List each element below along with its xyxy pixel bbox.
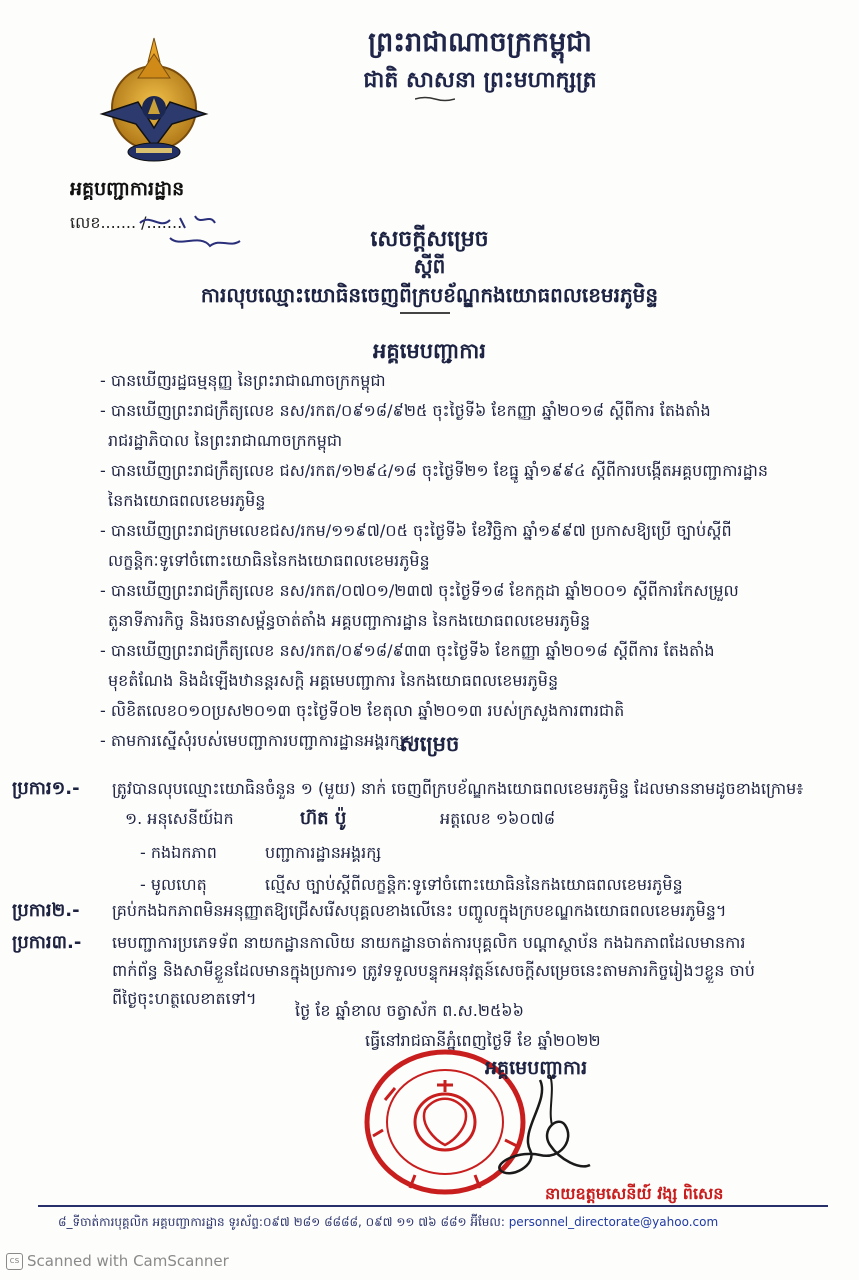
national-motto: ជាតិ សាសនា ព្រះមហាក្សត្រ xyxy=(363,68,597,93)
article-3-line: ពាក់ព័ន្ធ និងសាមីខ្លួនដែលមានក្នុងប្រការ១ ត្រូវទទួលបន្ទុកអនុវត្តន៍សេចក្តីសម្រេចនេះតាមភារកិច្ចរៀងៗខ្លួន ចាប់ xyxy=(112,961,755,980)
solar-date-place: ធ្វើនៅរាជធានីភ្នំពេញថ្ងៃទី ខែ ឆ្នាំ២០២២ xyxy=(365,1031,601,1050)
footer-divider xyxy=(38,1205,828,1207)
military-emblem-logo xyxy=(98,28,210,174)
recital-line: - លិខិតលេខ០១០ប្រស២០១៣ ចុះថ្ងៃទី០២ ខែតុលា ឆ្នាំ២០១៣ របស់ក្រសួងការពារជាតិ xyxy=(100,701,625,720)
reason-value: ល្មើស ច្បាប់ស្តីពីលក្ខន្តិកៈទូទៅចំពោះយោធិននៃកងយោធពលខេមរភូមិន្ទ xyxy=(265,875,683,894)
person-rank: ១. អនុសេនីយ៍ឯក xyxy=(125,809,234,828)
recital-line: - បានឃើញព្រះរាជក្រឹត្យលេខ ជស/រកត/១២៩៤/១៨ ចុះថ្ងៃទី២១ ខែធ្នូ ឆ្នាំ១៩៩៤ ស្តីពីការបង្កើតអគ្គបញ្ជាការដ្ឋាន xyxy=(100,461,769,480)
lunar-date: ថ្ងៃ ខែ ឆ្នាំខាល ចត្វាស័ក ព.ស.២៥៦៦ xyxy=(295,1001,524,1020)
article-1-label: ប្រការ១.- xyxy=(12,778,80,799)
recital-line: មុខតំណែង និងដំឡើងឋានន្តរសក្តិ អគ្គមេបញ្ជាការ នៃកងយោធពលខេមរភូមិន្ទ xyxy=(108,671,559,690)
issuing-department: អគ្គបញ្ជាការដ្ឋាន xyxy=(70,178,185,200)
recital-line: - តាមការស្នើសុំរបស់មេបញ្ជាការបញ្ជាការដ្ឋានអង្គរក្ស។ xyxy=(100,731,415,750)
document-subject: ការលុបឈ្មោះយោធិនចេញពីក្របខ័ណ្ឌកងយោធពលខេមរភូមិន្ទ xyxy=(200,283,659,307)
footer-email: personnel_directorate@yahoo.com xyxy=(508,1215,719,1229)
camscanner-icon: cs xyxy=(6,1253,23,1270)
article-2-text: គ្រប់កងឯកភាពមិនអនុញ្ញាតឱ្យជ្រើសរើសបុគ្គលខាងលើនេះ បញ្ចូលក្នុងក្របខណ្ឌកងយោធពលខេមរភូមិន្ទ។ xyxy=(112,901,727,920)
document-title: សេចក្តីសម្រេច xyxy=(370,227,489,252)
recital-line: រាជរដ្ឋាភិបាល នៃព្រះរាជាណាចក្រកម្ពុជា xyxy=(108,431,343,450)
recitals-list xyxy=(100,366,790,756)
motto-ornament xyxy=(415,96,455,102)
recital-line: - បានឃើញព្រះរាជក្រមលេខជស/រកម/១១៩៧/០៥ ចុះថ្ងៃទី៦ ខែវិច្ឆិកា ឆ្នាំ១៩៩៧ ប្រកាសឱ្យប្រើ ច្បាប់ស្តីពី xyxy=(100,521,732,540)
article-1-text: ត្រូវបានលុបឈ្មោះយោធិនចំនួន ១ (មួយ) នាក់ ចេញពីក្របខ័ណ្ឌកងយោធពលខេមរភូមិន្ទ ដែលមាននាមដូចខាងក្រោម៖ xyxy=(112,779,804,798)
article-3-line: ពីថ្ងៃចុះហត្ថលេខាតទៅ។ xyxy=(112,989,257,1008)
recital-line: - បានឃើញព្រះរាជក្រឹត្យលេខ នស/រកត/០៩១៨/៩២៥ ចុះថ្ងៃទី៦ ខែកញ្ញា ឆ្នាំ២០១៨ ស្តីពីការ តែងតាំង xyxy=(100,401,711,420)
title-divider xyxy=(400,312,450,314)
decision-heading: សម្រេច xyxy=(399,732,460,756)
watermark-text: Scanned with CamScanner xyxy=(27,1252,229,1270)
unit-label: - កងឯកភាព xyxy=(140,843,217,862)
recital-line: - បានឃើញរដ្ឋធម្មនុញ្ញ នៃព្រះរាជាណាចក្រកម្ពុជា xyxy=(100,371,386,390)
footer-address-phone: ៨_ទីចាត់ការបុគ្គលិក អគ្គបញ្ជាការដ្ឋាន ទូរស័ព្ទ:០៩៧ ២៨១ ៨៨៨៨, ០៩៧ ១១ ៧៦ ៨៨១ អ៊ីមែល: xyxy=(58,1215,509,1229)
kingdom-header: ព្រះរាជាណាចក្រកម្ពុជា xyxy=(368,27,592,58)
footer-contact xyxy=(58,1214,828,1232)
signer-name: នាយឧត្តមសេនីយ៍ វង្ស ពិសេន xyxy=(545,1184,724,1203)
recital-line: - បានឃើញព្រះរាជក្រឹត្យលេខ នស/រកត/០៧០១/២៣៧ ចុះថ្ងៃទី១៨ ខែកក្កដា ឆ្នាំ២០០១ ស្តីពីការកែសម្រួល xyxy=(100,581,739,600)
recital-line: នៃកងយោធពលខេមរភូមិន្ទ xyxy=(108,491,266,510)
recital-line: តួនាទីភារកិច្ច និងរចនាសម្ព័ន្ធចាត់តាំង អគ្គបញ្ជាការដ្ឋាន នៃកងយោធពលខេមរភូមិន្ទ xyxy=(108,611,591,630)
scanner-watermark xyxy=(6,1252,229,1270)
reason-label: - មូលហេតុ xyxy=(140,875,207,894)
article-3-label: ប្រការ៣.- xyxy=(12,932,82,953)
reference-number: លេខ....... /....... xyxy=(70,213,183,232)
person-id-number: អត្តលេខ ១៦០៧៨ xyxy=(440,809,556,828)
article-2-label: ប្រការ២.- xyxy=(12,900,80,921)
recital-line: លក្ខន្តិកៈទូទៅចំពោះយោធិននៃកងយោធពលខេមរភូមិន្ទ xyxy=(108,551,430,570)
authority-heading: អគ្គមេបញ្ជាការ xyxy=(373,339,486,363)
signer-title: អគ្គមេបញ្ជាការ xyxy=(485,1057,588,1079)
handwritten-signature xyxy=(480,1070,600,1200)
unit-value: បញ្ជាការដ្ឋានអង្គរក្ស xyxy=(265,843,382,862)
article-3-line: មេបញ្ជាការប្រភេទទ័ព នាយកដ្ឋានកាលិយ នាយកដ្ឋានចាត់ការបុគ្គលិក បណ្តាស្ថាប័ន កងឯកភាពដែលមានការ xyxy=(112,933,746,952)
person-name: ហ៊ត ប៉ូ xyxy=(300,808,347,829)
recital-line: - បានឃើញព្រះរាជក្រឹត្យលេខ នស/រកត/០៩១៨/៩៣៣ ចុះថ្ងៃទី៦ ខែកញ្ញា ឆ្នាំ២០១៨ ស្តីពីការ តែងតាំង xyxy=(100,641,715,660)
document-subtitle-about: ស្តីពី xyxy=(413,254,446,278)
